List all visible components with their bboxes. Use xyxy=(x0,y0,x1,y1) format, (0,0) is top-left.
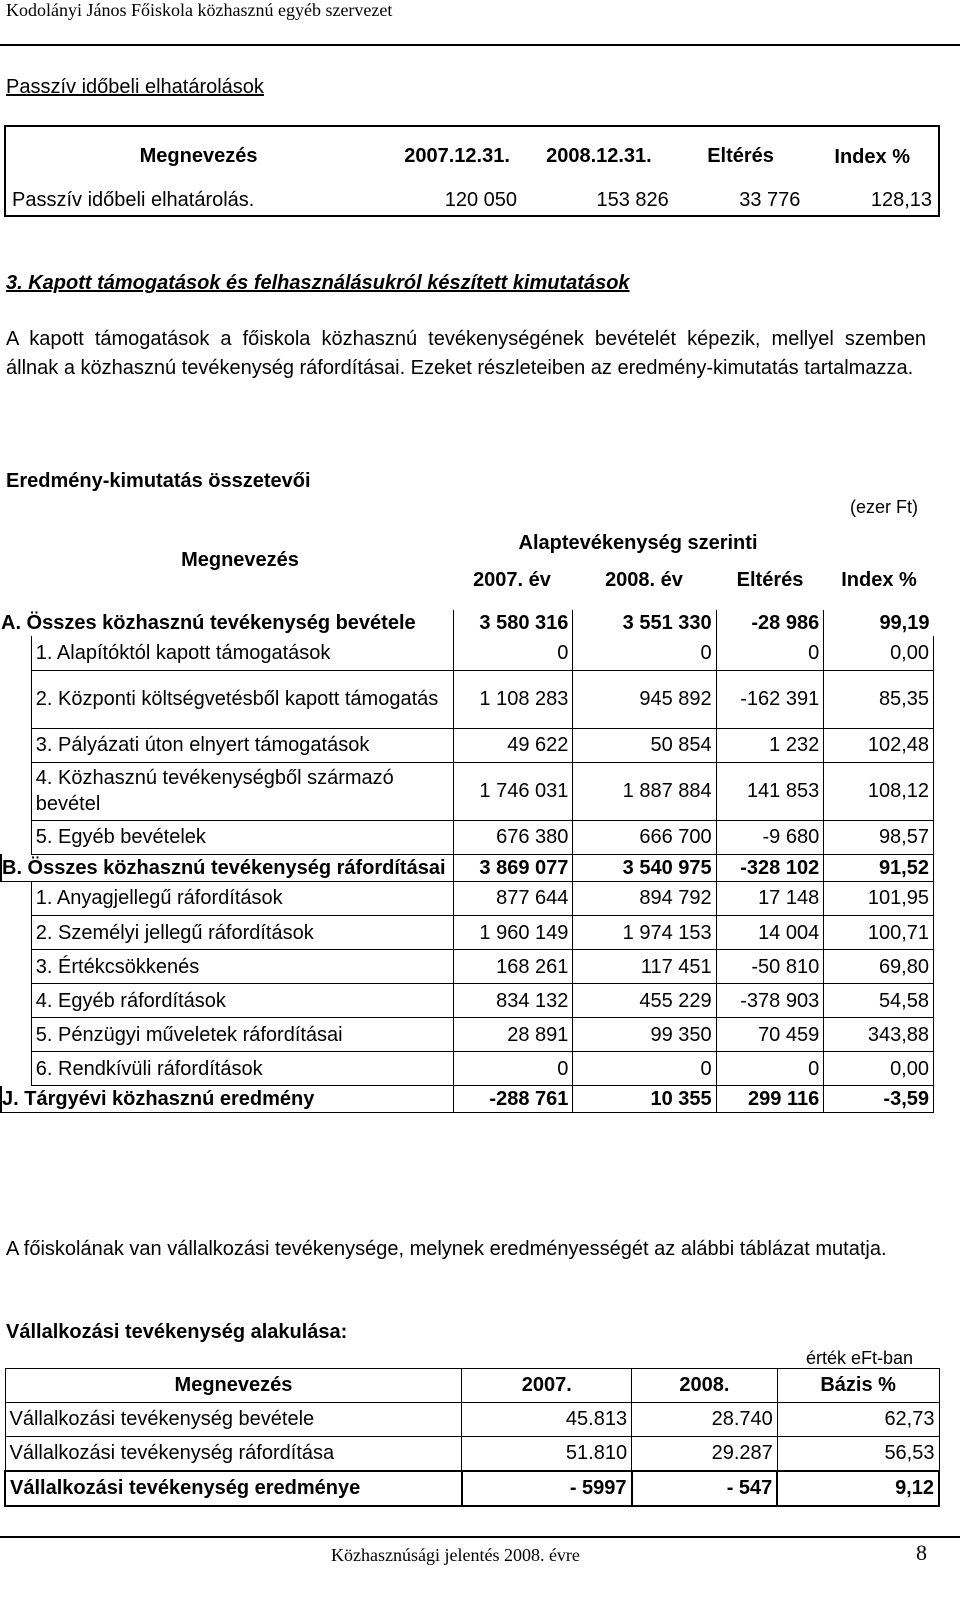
indent-cell xyxy=(1,1052,31,1086)
value-difference: -328 102 xyxy=(716,854,824,881)
row-label: J. Tárgyévi közhasznú eredmény xyxy=(1,1086,453,1113)
value-2008: 117 451 xyxy=(573,950,716,984)
col-header-name: Megnevezés xyxy=(5,1369,462,1403)
row-label: 3. Értékcsökkenés xyxy=(31,950,453,984)
indent-cell xyxy=(1,820,31,854)
row-value-difference: 33 776 xyxy=(675,186,807,216)
table-row xyxy=(1,1052,934,1086)
table-row xyxy=(5,1437,939,1472)
value-2008: 3 540 975 xyxy=(573,854,716,881)
col-header-difference: Eltérés xyxy=(736,568,804,591)
value-2007: 1 108 283 xyxy=(453,670,573,728)
col-header-2008: 2008. év xyxy=(605,568,683,591)
row-value-2007: 120 050 xyxy=(391,186,523,216)
value-difference: 0 xyxy=(716,636,824,670)
row-label: Vállalkozási tevékenység eredménye xyxy=(5,1471,462,1506)
value-2008: 1 974 153 xyxy=(573,916,716,950)
row-label: 5. Egyéb bevételek xyxy=(31,820,453,854)
value-difference: -28 986 xyxy=(716,610,824,636)
value-2007: 0 xyxy=(453,636,573,670)
income-statement-table xyxy=(28,515,934,605)
row-label: 4. Közhasznú tevékenységből származó bevétel xyxy=(31,762,453,820)
indent-cell xyxy=(1,762,31,820)
business-table xyxy=(4,1368,940,1507)
value-2007: 45.813 xyxy=(462,1403,632,1437)
row-label: A. Összes közhasznú tevékenység bevétele xyxy=(1,612,416,634)
row-label: 5. Pénzügyi műveletek ráfordításai xyxy=(31,1018,453,1052)
indent-cell xyxy=(1,950,31,984)
table-row xyxy=(1,854,934,881)
value-difference: 1 232 xyxy=(716,728,824,762)
col-header-index: Index % xyxy=(841,569,917,591)
value-difference: 14 004 xyxy=(716,916,824,950)
value-difference: 299 116 xyxy=(716,1086,824,1113)
table-row xyxy=(1,610,934,636)
row-label: Vállalkozási tevékenység ráfordítása xyxy=(5,1437,462,1472)
section-heading-grants: 3. Kapott támogatások és felhasználásukról készített kimutatások xyxy=(6,272,630,294)
table-row xyxy=(1,728,934,762)
indent-cell xyxy=(1,1018,31,1052)
value-2007: -288 761 xyxy=(453,1086,573,1113)
value-difference: -50 810 xyxy=(716,950,824,984)
table-row xyxy=(1,670,934,728)
value-index: 98,57 xyxy=(824,820,934,854)
value-2007: 51.810 xyxy=(462,1437,632,1472)
col-header-2007: 2007. xyxy=(462,1369,632,1403)
value-difference: -9 680 xyxy=(716,820,824,854)
table-row xyxy=(1,820,934,854)
value-index: 69,80 xyxy=(824,950,934,984)
value-difference: 141 853 xyxy=(716,762,824,820)
table-row xyxy=(1,916,934,950)
col-header-index: Index % xyxy=(806,126,939,186)
row-value-index: 128,13 xyxy=(806,186,939,216)
value-difference: -378 903 xyxy=(716,984,824,1018)
value-2008: 945 892 xyxy=(573,670,716,728)
value-base-percent: 62,73 xyxy=(777,1403,939,1437)
unit-note: (ezer Ft) xyxy=(850,497,919,517)
value-2007: 49 622 xyxy=(453,728,573,762)
value-2007: - 5997 xyxy=(462,1471,632,1506)
row-label: 1. Anyagjellegű ráfordítások xyxy=(31,881,453,916)
table-row xyxy=(1,1086,934,1113)
group-header-basic-activity: Alaptevékenység szerinti xyxy=(518,532,758,554)
table-row xyxy=(1,636,934,670)
row-label: 6. Rendkívüli ráfordítások xyxy=(31,1052,453,1086)
value-index: 100,71 xyxy=(824,916,934,950)
value-2008: 28.740 xyxy=(632,1403,778,1437)
income-statement-title: Eredmény-kimutatás összetevői xyxy=(6,470,311,492)
value-2008: 894 792 xyxy=(573,881,716,916)
table-row xyxy=(1,1018,934,1052)
row-value-2008: 153 826 xyxy=(523,186,675,216)
indent-cell xyxy=(1,916,31,950)
value-index: 0,00 xyxy=(824,1052,934,1086)
section-title-passive-accruals: Passzív időbeli elhatárolások xyxy=(6,76,264,98)
value-2008: - 547 xyxy=(632,1471,778,1506)
page-number: 8 xyxy=(916,1540,927,1565)
value-2007: 1 746 031 xyxy=(453,762,573,820)
footer-rule xyxy=(0,1536,960,1538)
passive-accruals-table xyxy=(4,125,940,217)
row-label: Vállalkozási tevékenység bevétele xyxy=(5,1403,462,1437)
business-title: Vállalkozási tevékenység alakulása: xyxy=(6,1321,348,1343)
value-2008: 29.287 xyxy=(632,1437,778,1472)
value-2008: 0 xyxy=(573,636,716,670)
value-difference: 17 148 xyxy=(716,881,824,916)
value-2008: 1 887 884 xyxy=(573,762,716,820)
value-base-percent: 9,12 xyxy=(777,1471,939,1506)
value-2008: 99 350 xyxy=(573,1018,716,1052)
value-2008: 50 854 xyxy=(573,728,716,762)
grants-paragraph: A kapott támogatások a főiskola közhasznú tevékenységének bevételét képezik, mellyel szemben állnak a közhasznú tevékenység ráfordításai. Ezeket részleteiben az eredmény-kimutatás tartalmazza. xyxy=(6,328,926,379)
document-header: Kodolányi János Főiskola közhasznú egyéb szervezet xyxy=(6,0,393,20)
value-difference: 0 xyxy=(716,1052,824,1086)
table-row xyxy=(5,1471,939,1506)
value-2008: 10 355 xyxy=(573,1086,716,1113)
indent-cell xyxy=(1,984,31,1018)
row-label: 2. Személyi jellegű ráfordítások xyxy=(31,916,453,950)
value-2008: 455 229 xyxy=(573,984,716,1018)
business-paragraph: A főiskolának van vállalkozási tevékenysége, melynek eredményességét az alábbi táblázat mutatja. xyxy=(6,1238,887,1260)
indent-cell xyxy=(1,881,31,916)
table-row xyxy=(1,984,934,1018)
col-header-2008: 2008. xyxy=(632,1369,778,1403)
indent-cell xyxy=(1,728,31,762)
col-header-name: Megnevezés xyxy=(5,126,391,186)
indent-cell xyxy=(1,670,31,728)
row-label: 4. Egyéb ráfordítások xyxy=(31,984,453,1018)
row-label: Passzív időbeli elhatárolás. xyxy=(5,186,391,216)
value-2007: 834 132 xyxy=(453,984,573,1018)
empty-cell xyxy=(824,515,934,555)
value-index: 343,88 xyxy=(824,1018,934,1052)
value-index: 99,19 xyxy=(824,610,934,636)
value-2007: 3 869 077 xyxy=(453,854,573,881)
col-header-base-percent: Bázis % xyxy=(777,1369,939,1403)
income-statement-rows xyxy=(0,610,934,1113)
value-2007: 3 580 316 xyxy=(453,610,573,636)
value-2008: 3 551 330 xyxy=(573,610,716,636)
value-2007: 877 644 xyxy=(453,881,573,916)
value-difference: 70 459 xyxy=(716,1018,824,1052)
value-index: 54,58 xyxy=(824,984,934,1018)
table-row xyxy=(5,1403,939,1437)
col-header-difference: Eltérés xyxy=(675,126,807,186)
row-label: 1. Alapítóktól kapott támogatások xyxy=(31,636,453,670)
table-row xyxy=(1,762,934,820)
footer-text: Közhasznúsági jelentés 2008. évre xyxy=(331,1545,580,1565)
value-2008: 666 700 xyxy=(573,820,716,854)
value-2008: 0 xyxy=(573,1052,716,1086)
col-header-name: Megnevezés xyxy=(181,548,299,571)
value-2007: 676 380 xyxy=(453,820,573,854)
value-difference: -162 391 xyxy=(716,670,824,728)
col-header-2007: 2007. év xyxy=(473,568,551,591)
value-2007: 168 261 xyxy=(453,950,573,984)
table-row xyxy=(1,881,934,916)
table-row xyxy=(1,950,934,984)
value-index: 0,00 xyxy=(824,636,934,670)
row-label: 2. Központi költségvetésből kapott támogatás xyxy=(31,670,453,728)
value-index: 108,12 xyxy=(824,762,934,820)
row-label: 3. Pályázati úton elnyert támogatások xyxy=(31,728,453,762)
value-2007: 28 891 xyxy=(453,1018,573,1052)
value-index: 85,35 xyxy=(824,670,934,728)
value-index: -3,59 xyxy=(824,1086,934,1113)
value-index: 101,95 xyxy=(824,881,934,916)
header-rule xyxy=(0,44,960,46)
value-index: 91,52 xyxy=(824,854,934,881)
col-header-2008: 2008.12.31. xyxy=(523,126,675,186)
col-header-2007: 2007.12.31. xyxy=(391,126,523,186)
business-unit-note: érték eFt-ban xyxy=(806,1348,914,1368)
value-2007: 1 960 149 xyxy=(453,916,573,950)
value-base-percent: 56,53 xyxy=(777,1437,939,1472)
row-label: B. Összes közhasznú tevékenység ráfordításai xyxy=(1,854,453,881)
indent-cell xyxy=(1,636,31,670)
value-2007: 0 xyxy=(453,1052,573,1086)
value-index: 102,48 xyxy=(824,728,934,762)
